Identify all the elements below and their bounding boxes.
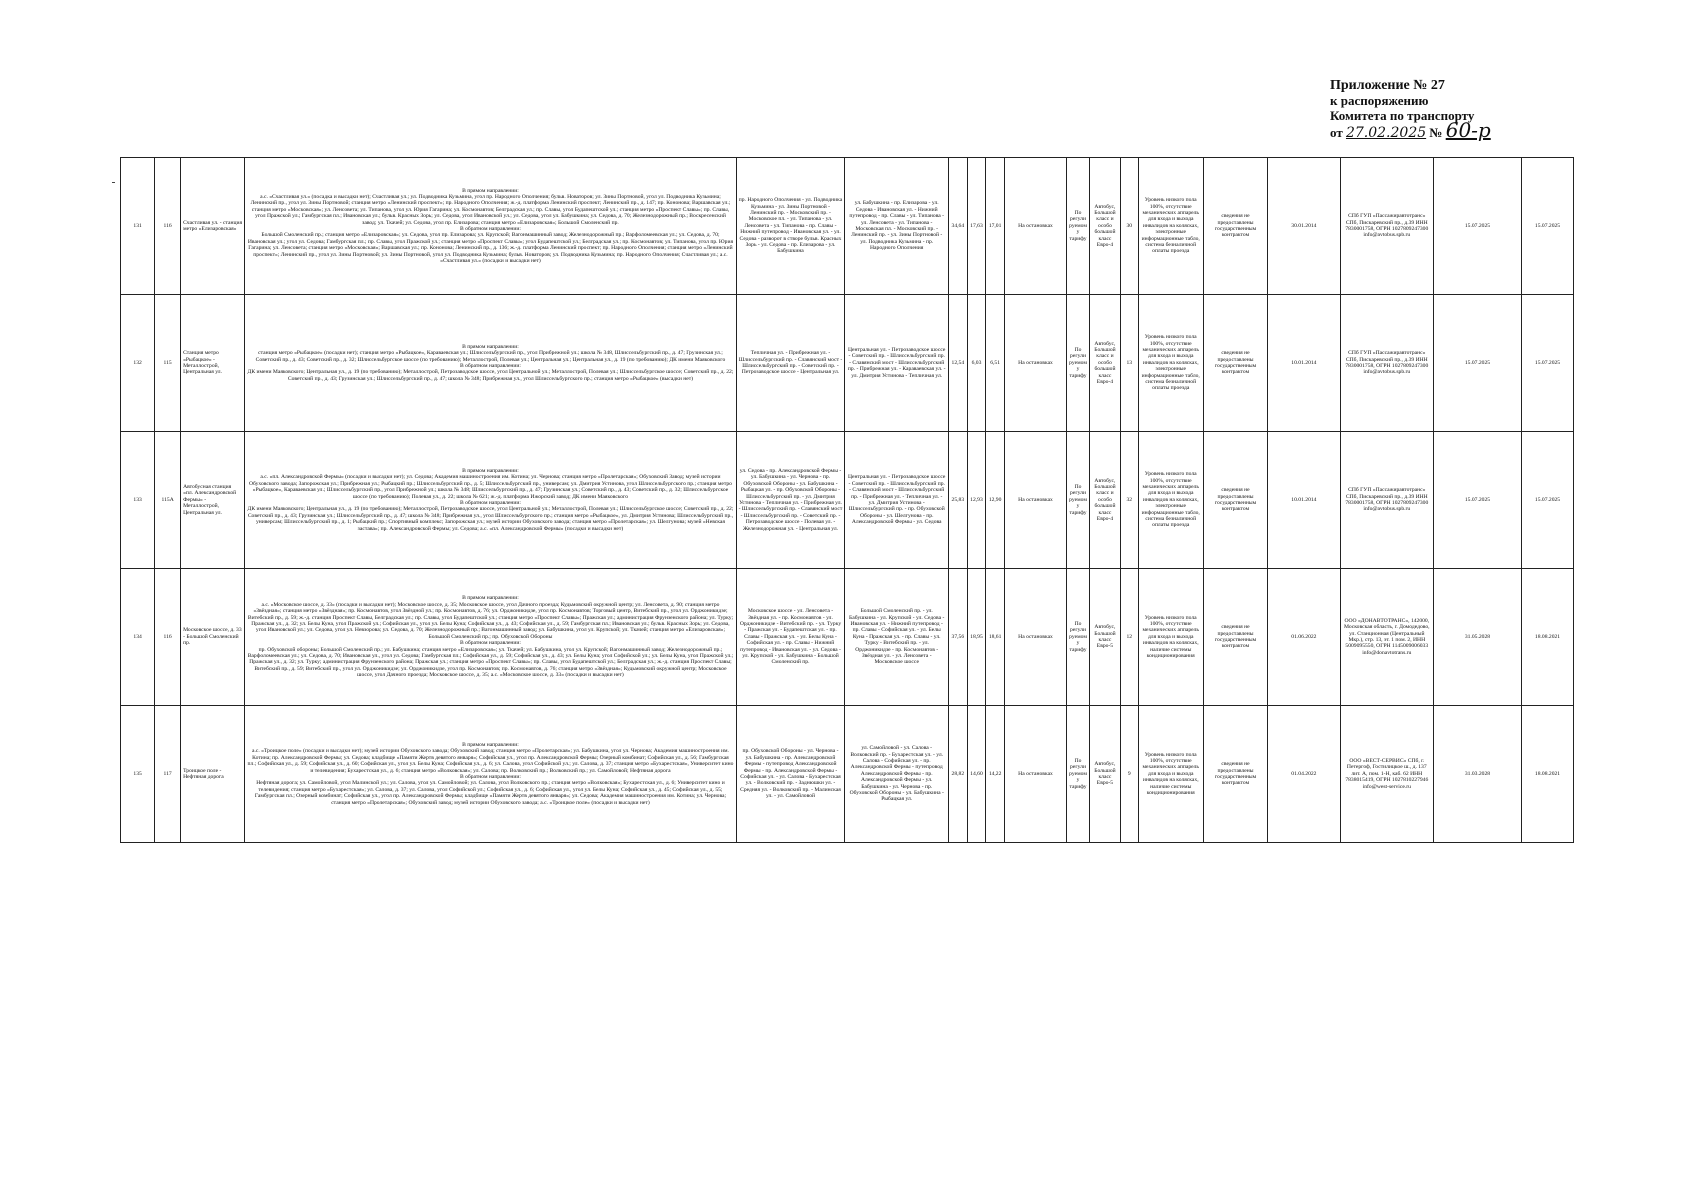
direction-forward-title: В прямом направлении: — [462, 741, 519, 748]
fare-type: По регулируемому тарифу — [1067, 432, 1090, 569]
contract-info: сведения не предоставлены государственным контрактом — [1203, 432, 1267, 569]
route-name: Троицкое поле - Нефтяная дорога — [181, 706, 245, 843]
carrier-info: СПб ГУП «Пассажиравтотранс» СПб, Пискаревский пр., д.39 ИНН 7830001758, ОГРН 1027809247300 info@avtobus.spb.ru — [1340, 295, 1433, 432]
length-forward: 6,03 — [967, 295, 986, 432]
route-name: Московское шоссе, д. 33 - Большой Смоленский пр. — [181, 569, 245, 706]
streets-back: Большой Смоленский пр. - ул. Бабушкина - ул. Крупской - ул. Седова - Ивановская ул. - Нижний путепровод - пр. Славы - Софийская ул. - ул. Белы Куна - Пражская ул. - пр. Славы - ул. Турку - Витебский пр. - ул. Орджоникидзе - пр. Космонавтов - Звёздная ул. - ул. Ленсовета - Московское шоссе — [845, 569, 949, 706]
vehicle-equipment: Уровень низкого пола 100%, отсутствие механических аппарель для входа и выхода инвалидов на колясках, электронные информационные табло, система безналичной оплаты проезда — [1138, 432, 1203, 569]
table-row — [121, 569, 1574, 706]
streets-back: ул. Бабушкина - пр. Елизарова - ул. Седова - Ивановская ул. - Нижний путепровод - пр. Славы - ул. Типанова - ул. Ленсовета - ул. Типанова - Московская пл. - Московский пр. - Ленинский пр. - ул. Зины Портновой - ул. Подводника Кузьмина - пр. Народного Ополчения — [845, 158, 949, 295]
direction-forward-stops: а.с. «Счастливая ул.» (посадка и высадки нет); Счастливая ул.; ул. Подводника Кузьмина, угол пр. Народного Ополчения; бульв. Новаторов; ул. Зины Портновой, угол ул. Подводника Кузьмина; Ленинский пр., угол ул. Зины Портновой; станция метро «Ленинский проспект»; пр. Народного Ополчения; ж.-д. платформа Ленинский проспект; Ленинский пр., д. 147; пр. Кононова; Варшавская ул.; станция метро «Московская»; ул. Ленсовета; ул. Типанова, угол ул. Юрия Гагарина; ул. Космонавтов; Белградская ул.; пр. Славы, угол Будапештской ул.; станция метро «Проспект Славы»; пр. Славы, угол Пражской ул.; Гамбургская пл.; Ивановская ул.; бульв. Красных Зорь; ул. Седова, угол Ивановской ул.; ул. Седова, угол ул. Бабушкина; ул. Седова, д. 70; Железнодорожный пр.; Воскресенский завод; ул. Ткачей; ул. Седова, угол пр. Елизарова; станция метро «Елизаровская»; Большой Смоленский пр. — [250, 193, 731, 226]
route-description — [245, 432, 736, 569]
carrier-info: СПб ГУП «Пассажиравтотранс» СПб, Пискаревский пр., д.39 ИНН 7830001758, ОГРН 1027809247300 info@avtobus.spb.ru — [1340, 432, 1433, 569]
row-number: 131 — [121, 158, 155, 295]
fare-type: По регулируемому тарифу — [1067, 158, 1090, 295]
direction-forward-stops: а.с. «Троицкое поле» (посадки и высадки нет); музей истории Обуховского завода; Обуховский завод; станция метро «Пролетарская»; ул. Бабушкина, угол ул. Чернова; Академия машиностроения им. Котина; пр. Александровской Фермы; ул. Седова; кладбище «Памяти Жертв девятого января»; Софийская ул., угол пр. Александровской Фермы; Озерный комбинат; Софийская ул., д. 56; Гамбургская пл.; Софийская ул., д. 59; Софийская ул., д. 60; Софийская ул., угол ул. Белы Куна; Софийская ул., д. 6; ул. Салова, угол Софийской ул.; ул. Салова, д. 37; станция метро «Бухарестская», Университет кино и телевидения; Бухарестская ул., д. 6; станция метро «Волковская»; ул. Салова; пр. Волковский пр.; Волковский пр.; ул. Самойловой; Нефтяная дорога — [247, 748, 734, 774]
vehicle-count: 30 — [1120, 158, 1138, 295]
route-number: 116 — [155, 158, 181, 295]
appendix-line3: Комитета по транспорту — [1330, 108, 1475, 123]
stop-order: На остановках — [1004, 569, 1066, 706]
length-total: 28,82 — [949, 706, 968, 843]
valid-date: 15.07.2025 — [1522, 158, 1574, 295]
vehicle-count: 12 — [1120, 569, 1138, 706]
routes-table-wrap — [120, 157, 1574, 843]
direction-back-title: В обратном направлении: — [459, 226, 521, 232]
contract-info: сведения не предоставлены государственным контрактом — [1203, 158, 1267, 295]
table-row — [121, 706, 1574, 843]
direction-forward-title: В прямом направлении: — [462, 187, 519, 194]
table-row — [121, 158, 1574, 295]
direction-back-stops: пр. Обуховской обороны; Большой Смоленский пр.; ул. Бабушкина; станция метро «Елизаровская»; ул. Ткачей; ул. Бабушкина, угол ул. Крупской; Вагонмашинный завод; Железнодорожный пр.; Варфоломеевская ул.; ул. Седова, д. 70; Ивановская ул., угол ул. Седова; Гамбургская пл.; Софийская ул., д. 59; Софийская ул., д. 43; ул. Белы Куна; угол Софийской ул.; ул. Белы Куна, угол Пражской ул.; Пражская ул., д. 32; ул. Турку; администрация Фрунзенского района; Пражская ул.; станция метро «Проспект Славы»; пр. Славы, угол Будапештской ул.; Белградская ул.; ж.-д. станция Проспект Славы; Витебский пр., д. 59; Витебский пр., угол ул. Орджоникидзе; ул. Орджоникидзе, угол пр. Космонавтов; пр. Космонавтов, д. 76; станция метро «Звёздная»; Кудьмовский окружной центр; Московское шоссе, угол Дачного проезда; Московское шоссе, д. 35; а.с. «Московское шоссе, д. 33» (посадки и высадки нет) — [247, 646, 734, 679]
stop-order: На остановках — [1004, 158, 1066, 295]
date-prefix: от — [1330, 125, 1343, 140]
vehicle-class: Автобус, Большой класс и особо большой класс Евро-4 — [1089, 432, 1120, 569]
direction-back-title: В обратном направлении: — [459, 640, 521, 647]
direction-forward-title: В прямом направлении: — [462, 467, 519, 474]
length-back: 14,22 — [986, 706, 1005, 843]
routes-table — [120, 157, 1574, 843]
route-name: Автобусная станция «пл. Александровской Фермы» - Металлострой, Центральная ул. — [181, 432, 245, 569]
row-number: 132 — [121, 295, 155, 432]
contract-end-date: 31.05.2028 — [1433, 569, 1521, 706]
length-total: 12,54 — [949, 295, 968, 432]
row-number: 135 — [121, 706, 155, 843]
appendix-line2: к распоряжению — [1330, 93, 1429, 108]
direction-back-stops: Нефтяная дорога; ул. Самойловой, угол Малинской ул.; ул. Салова, угол ул. Самойловой; ул. Салова, угол Волковского пр.; станция метро «Волковская»; Бухарестская ул., д. 6; Университет кино и телевидения; станция метро «Бухарестская»; ул. Салова, д. 37; ул. Салова, угол Софийской ул.; Софийская ул., д. 6; Софийская ул., угол ул. Белы Куна; Софийская ул., д. 45; Софийская ул., д. 55; Гамбургская пл.; Озерный комбинат; Софийская ул., угол пр. Александровской Фермы; кладбище «Памяти Жертв девятого января»; ул. Седова; Академия машиностроения им. Котина; ул. Чернова; станция метро «Пролетарская»; Обуховский завод; музей истории Обуховского завода; а.с. «Троицкое поле» (посадки и высадки нет) — [254, 780, 727, 806]
vehicle-equipment: Уровень низкого пола 100%, отсутствие механических аппарель для входа и выхода инвалидов на колясках, электронные информационные табло, система безналичной оплаты проезда — [1138, 295, 1203, 432]
valid-date: 18.08.2021 — [1522, 569, 1574, 706]
fare-type: По регулируемому тарифу — [1067, 569, 1090, 706]
route-number: 115А — [155, 432, 181, 569]
direction-forward-stops: станция метро «Рыбацкое» (посадки нет); станция метро «Рыбацкое», Караваевская ул.; Шлиссельбургский пр., угол Прибрежной ул.; школа № 348, Шлиссельбургский пр., д. 47; Грузинская ул.; Советский пр., д. 43; Советский пр., д. 32; Шлиссельбургское шоссе (по требованию); Металлострой, Полевая ул.; Центральная ул.; Центральная ул., д. 19 (по требованию); ДК имени Маяковского — [255, 350, 726, 363]
start-date: 10.01.2014 — [1268, 295, 1341, 432]
margin-mark — [112, 182, 115, 183]
direction-forward-stops: а.с. «Московское шоссе, д. 33» (посадки и высадки нет); Московское шоссе, д. 35; Московское шоссе, угол Дачного проезда; Кудьмовский окружной центр; ул. Ленсовета, д. 90; станция метро «Звёздная»; станция метро «Звёздная»; пр. Космонавтов, угол Звёздной ул.; пр. Космонавтов, д. 76; ул. Орджоникидзе, угол пр. Космонавтов; Торговый центр, Витебский пр., угол ул. Орджоникидзе; Витебский пр., д. 59; ж.-д. станция Проспект Славы, Белградская ул.; пр. Славы, угол Будапештской ул.; станция метро «Проспект Славы»; Пражская ул.; администрация Фрунзенского района; ул. Турку; Пражская ул., д. 32; ул. Белы Куна, угол Пражской ул.; Софийская ул., угол ул. Белы Куна; Софийская ул., д. 43; Софийская ул., д. 59; Гамбургская пл.; Ивановская ул.; бульв. Красных Зорь; ул. Седова, угол Ивановской ул.; ул. Седова, угол ул. Невзорова; ул. Седова, д. 70; Железнодорожный пр.; Вагонмашинный завод; ул. Бабушкина, угол ул. Крупской; ул. Ткачей; станция метро «Елизаровская»; Большой Смоленский пр.; пр. Обуховской Обороны — [247, 601, 733, 640]
carrier-info: ООО «ВЕСТ-СЕРВИС» СПб, г. Петергоф, Гостилицкое ш., д. 137 лит. А, пом. 1-Н, каб. 62 ИНН 7838015419, ОГРН 1027810227946 info@west-service.ru — [1340, 706, 1433, 843]
route-description — [245, 158, 736, 295]
route-number: 117 — [155, 706, 181, 843]
direction-back-stops: ДК имени Маяковского; Центральная ул., д. 19 (по требованию); Металлострой, Петрозаводское шоссе, угол Центральной ул.; Металлострой, Полевая ул.; Шлиссельбургское шоссе; Советский пр., д. 22; Советский пр., д. 43; Грузинская ул.; Шлиссельбургский пр., д. 47; школа № 348; Прибрежная ул., угол Шлиссельбургского пр.; станция метро «Рыбацкое», ул. Дмитрия Устинова; Шлиссельбургский пр., универсам; Шлиссельбургский пр., д. 1; Рыбацкий пр.; Спортивный комплекс; Запорожская ул.; музей истории Обуховского завода; станция метро «Пролетарская»; ул. Шелгунова; музей «Невская застава»; пр. Александровской Фермы; ул. Седова; а.с. «пл. Александровской Фермы» (посадки и высадки нет) — [247, 506, 734, 532]
direction-forward-title: В прямом направлении: — [462, 343, 519, 350]
contract-end-date: 15.07.2025 — [1433, 432, 1521, 569]
length-forward: 18,95 — [967, 569, 986, 706]
streets-forward: ул. Седова - пр. Александровской Фермы - ул. Бабушкина - ул. Чернова - пр. Обуховской Обороны - ул. Бабушкина - Рыбацкая ул. - пр. Обуховской Обороны - Шлиссельбургский пр. - ул. Дмитрия Устинова - Тепличная ул. - Прибрежная ул. - Шлиссельбургский пр. - Славянский мост - Шлиссельбургский пр. - Советский пр. - Петрозаводское шоссе - Полевая ул. - Железнодорожная ул. - Центральная ул. — [736, 432, 845, 569]
carrier-info: СПб ГУП «Пассажиравтотранс» СПб, Пискаревский пр., д.39 ИНН 7830001758, ОГРН 1027809247300 info@avtobus.spb.ru — [1340, 158, 1433, 295]
length-total: 37,56 — [949, 569, 968, 706]
streets-forward: пр. Обуховской Обороны - ул. Чернова - ул. Бабушкина - пр. Александровской Фермы - путепровод Александровской Фермы - пр. Александровской Фермы - Софийская ул. - ул. Салова - Бухарестская ул. - Волковский пр. - Заднюшки ул. - Средняя ул. - Волковский пр. - Малинская ул. - ул. Самойловой — [736, 706, 845, 843]
vehicle-count: 13 — [1120, 295, 1138, 432]
vehicle-equipment: Уровень низкого пола 100%, отсутствие механических аппарель для входа и выхода инвалидов на колясках, наличие системы кондиционирования — [1138, 569, 1203, 706]
streets-back: ул. Самойловой - ул. Салова - Волковский пр. - Бухарестская ул. - ул. Салова - Софийская ул. - пр. Александровской Фермы - путепровод Александровской Фермы - пр. Александровской Фермы - ул. Бабушкина - ул. Чернова - пр. Обуховской Обороны - ул. Бабушкина - Рыбацкая ул. — [845, 706, 949, 843]
contract-info: сведения не предоставлены государственным контрактом — [1203, 706, 1267, 843]
length-back: 6,51 — [986, 295, 1005, 432]
vehicle-equipment: Уровень низкого пола 100%, отсутствие механических аппарель для входа и выхода инвалидов на колясках, наличие системы кондиционирования — [1138, 706, 1203, 843]
route-number: 116 — [155, 569, 181, 706]
stop-order: На остановках — [1004, 295, 1066, 432]
vehicle-class: Автобус, Большой класс и особо большой класс Евро-4 — [1089, 158, 1120, 295]
fare-type: По регулируемому тарифу — [1067, 706, 1090, 843]
streets-forward: пр. Народного Ополчения - ул. Подводника Кузьмина - ул. Зины Портновой - Ленинский пр. - Московский пр. - Московское пл. - ул. Типанова - ул. Ленсовета - ул. Типанова - пр. Славы - Нижний путепровод - Ивановская ул. - ул. Седова - разворот в створе бульв. Красных Зорь - ул. Седова - пр. Елизарова - ул. Бабушкина — [736, 158, 845, 295]
route-name: Счастливая ул. - станция метро «Елизаровская» — [181, 158, 245, 295]
length-forward: 12,93 — [967, 432, 986, 569]
vehicle-count: 9 — [1120, 706, 1138, 843]
vehicle-count: 32 — [1120, 432, 1138, 569]
start-date: 10.01.2014 — [1268, 432, 1341, 569]
valid-date: 15.07.2025 — [1522, 295, 1574, 432]
route-description — [245, 706, 736, 843]
row-number: 133 — [121, 432, 155, 569]
length-back: 12,90 — [986, 432, 1005, 569]
contract-info: сведения не предоставлены государственным контрактом — [1203, 569, 1267, 706]
length-back: 17,01 — [986, 158, 1005, 295]
table-row — [121, 295, 1574, 432]
valid-date: 15.07.2025 — [1522, 432, 1574, 569]
carrier-info: ООО «ДОНАВТОТРАНС», 142000, Московская область, г. Домодедово, ул. Станционная (Центральный Мкр.), стр. 13, эт. 1 пом. 2, ИНН 5009095550, ОГРН 1145009006033 info@donavtotrans.ru — [1340, 569, 1433, 706]
route-name: Станция метро «Рыбацкое» - Металлострой, Центральная ул. — [181, 295, 245, 432]
streets-forward: Тепличная ул. - Прибрежная ул. - Шлиссельбургский пр. - Славянский мост - Шлиссельбургский пр. - Советский пр. - Петрозаводское шоссе - Центральная ул. — [736, 295, 845, 432]
start-date: 30.01.2014 — [1268, 158, 1341, 295]
routes-table-body — [121, 158, 1574, 843]
table-row — [121, 432, 1574, 569]
vehicle-class: Автобус, Большой класс и особо большой класс Евро-4 — [1089, 295, 1120, 432]
vehicle-equipment: Уровень низкого пола 100%, отсутствие механических аппарель для входа и выхода инвалидов на колясках, электронные информационные табло, система безналичной оплаты проезда — [1138, 158, 1203, 295]
contract-info: сведения не предоставлены государственным контрактом — [1203, 295, 1267, 432]
streets-forward: Московское шоссе - ул. Ленсовета - Звёздная ул. - пр. Космонавтов - ул. Орджоникидзе - Витебский пр. - ул. Турку - Пражская ул. - Будапештская ул. - пр. Славы - Пражская ул. - ул. Белы Куна - Софийская ул. - пр. Славы - Нижний путепровод - Ивановская ул. - ул. Седова - ул. Крупской - ул. Бабушкина - Большой Смоленский пр. — [736, 569, 845, 706]
length-total: 34,64 — [949, 158, 968, 295]
appendix-date-line — [1330, 118, 1630, 142]
contract-end-date: 15.07.2025 — [1433, 158, 1521, 295]
vehicle-class: Автобус, Большой класс Евро-5 — [1089, 569, 1120, 706]
route-description — [245, 569, 736, 706]
streets-back: Центральная ул. - Петрозаводское шоссе - Советский пр. - Шлиссельбургский пр. - Славянский мост - Шлиссельбургский пр. - Прибрежная ул. - Тепличная ул. - ул. Дмитрия Устинова - Шлиссельбургский пр. - пр. Обуховской Обороны - ул. Шелгунова - пр. Александровской Фермы - ул. Седова — [845, 432, 949, 569]
order-number: 60-р — [1445, 118, 1491, 142]
valid-date: 18.08.2021 — [1522, 706, 1574, 843]
contract-end-date: 31.03.2028 — [1433, 706, 1521, 843]
length-forward: 14,60 — [967, 706, 986, 843]
direction-back-title: В обратном направлении: — [459, 774, 521, 780]
number-prefix: № — [1429, 125, 1443, 140]
appendix-number: Приложение № 27 — [1330, 78, 1445, 93]
direction-back-title: В обратном направлении: — [459, 363, 521, 369]
length-forward: 17,63 — [967, 158, 986, 295]
row-number: 134 — [121, 569, 155, 706]
direction-forward-title: В прямом направлении: — [462, 595, 519, 602]
contract-end-date: 15.07.2025 — [1433, 295, 1521, 432]
direction-back-title: В обратном направлении: — [459, 500, 521, 506]
order-date: 27.02.2025 — [1345, 125, 1427, 141]
route-description — [245, 295, 736, 432]
stop-order: На остановках — [1004, 432, 1066, 569]
vehicle-class: Автобус, Большой класс Евро-5 — [1089, 706, 1120, 843]
direction-forward-stops: а.с. «пл. Александровской Фермы» (посадки и высадки нет); ул. Седова; Академия машиностроения им. Котина; ул. Чернова; станция метро «Пролетарская»; Обуховский Завод; музей истории Обуховского завода; Запорожская ул.; Прибрежная ул.; Рыбацкий пр.; Шлиссельбургский пр., д. 5; Шлиссельбургский пр., универсам; ул. Дмитрия Устинова, угол Шлиссельбургского пр.; станция метро «Рыбацкое», Караваевская ул.; Шлиссельбургский пр., угол Прибрежной ул.; школа № 348; Шлиссельбургский пр., д. 47; Грузинская ул.; Советский пр., д. 43; Советский пр., д. 32; Шлиссельбургское шоссе (по требованию); Полевая ул., д. 22; школа № 621; ж.-д. платформа Ижорский завод; ДК имени Маяковского — [248, 474, 732, 500]
stop-order: На остановках — [1004, 706, 1066, 843]
start-date: 01.06.2022 — [1268, 569, 1341, 706]
fare-type: По регулируемому тарифу — [1067, 295, 1090, 432]
document-header — [1330, 78, 1630, 141]
streets-back: Центральная ул. - Петрозаводское шоссе - Советский пр. - Шлиссельбургский пр. - Славянский мост - Шлиссельбургский пр. - Прибрежная ул. - Караваевская ул. - ул. Дмитрия Устинова - Тепличная ул. — [845, 295, 949, 432]
start-date: 01.04.2022 — [1268, 706, 1341, 843]
length-back: 18,61 — [986, 569, 1005, 706]
length-total: 25,83 — [949, 432, 968, 569]
direction-back-stops: ДК имени Маяковского; Центральная ул., д. 19 (по требованию); Металлострой, Петрозаводское шоссе, угол Центральной ул.; Металлострой, Полевая ул.; Шлиссельбургское шоссе; Советский пр., д. 22; Советский пр., д. 43; Грузинская ул.; Шлиссельбургский пр., д. 47; школа № 348; Прибрежная ул., угол Шлиссельбургского пр.; станция метро «Рыбацкое» (высадки нет) — [247, 369, 734, 382]
route-number: 115 — [155, 295, 181, 432]
direction-back-stops: Большой Смоленский пр.; станция метро «Елизаровская»; ул. Седова, угол пр. Елизарова; ул. Крупской; Вагонмашинный завод; Железнодорожный пр.; Варфоломеевская ул.; ул. Седова, д. 70; Ивановская ул.; угол ул. Седова; Гамбургская пл.; пр. Славы, угол Пражской ул.; станция метро «Проспект Славы»; угол Будапештской ул.; Белградская ул.; пр. Космонавтов; ул. Типанова, угол пр. Юрия Гагарина; ул. Ленсовета; станция метро «Московская»; Варшавская ул.; пр. Кононова; Ленинский пр., д. 136; ж.-д. платформа Ленинский проспект; пр. Народного Ополчения; станция метро «Ленинский проспект»; Ленинский пр., угол ул. Зины Портновой; ул. Зины Портновой, угол ул. Подводника Кузьмина; бульв. Новаторов; ул. Подводника Кузьмина; пр. Народного Ополчения; Счастливая ул.; а.с. «Счастливая ул.» (посадки и высадки нет) — [247, 232, 734, 265]
